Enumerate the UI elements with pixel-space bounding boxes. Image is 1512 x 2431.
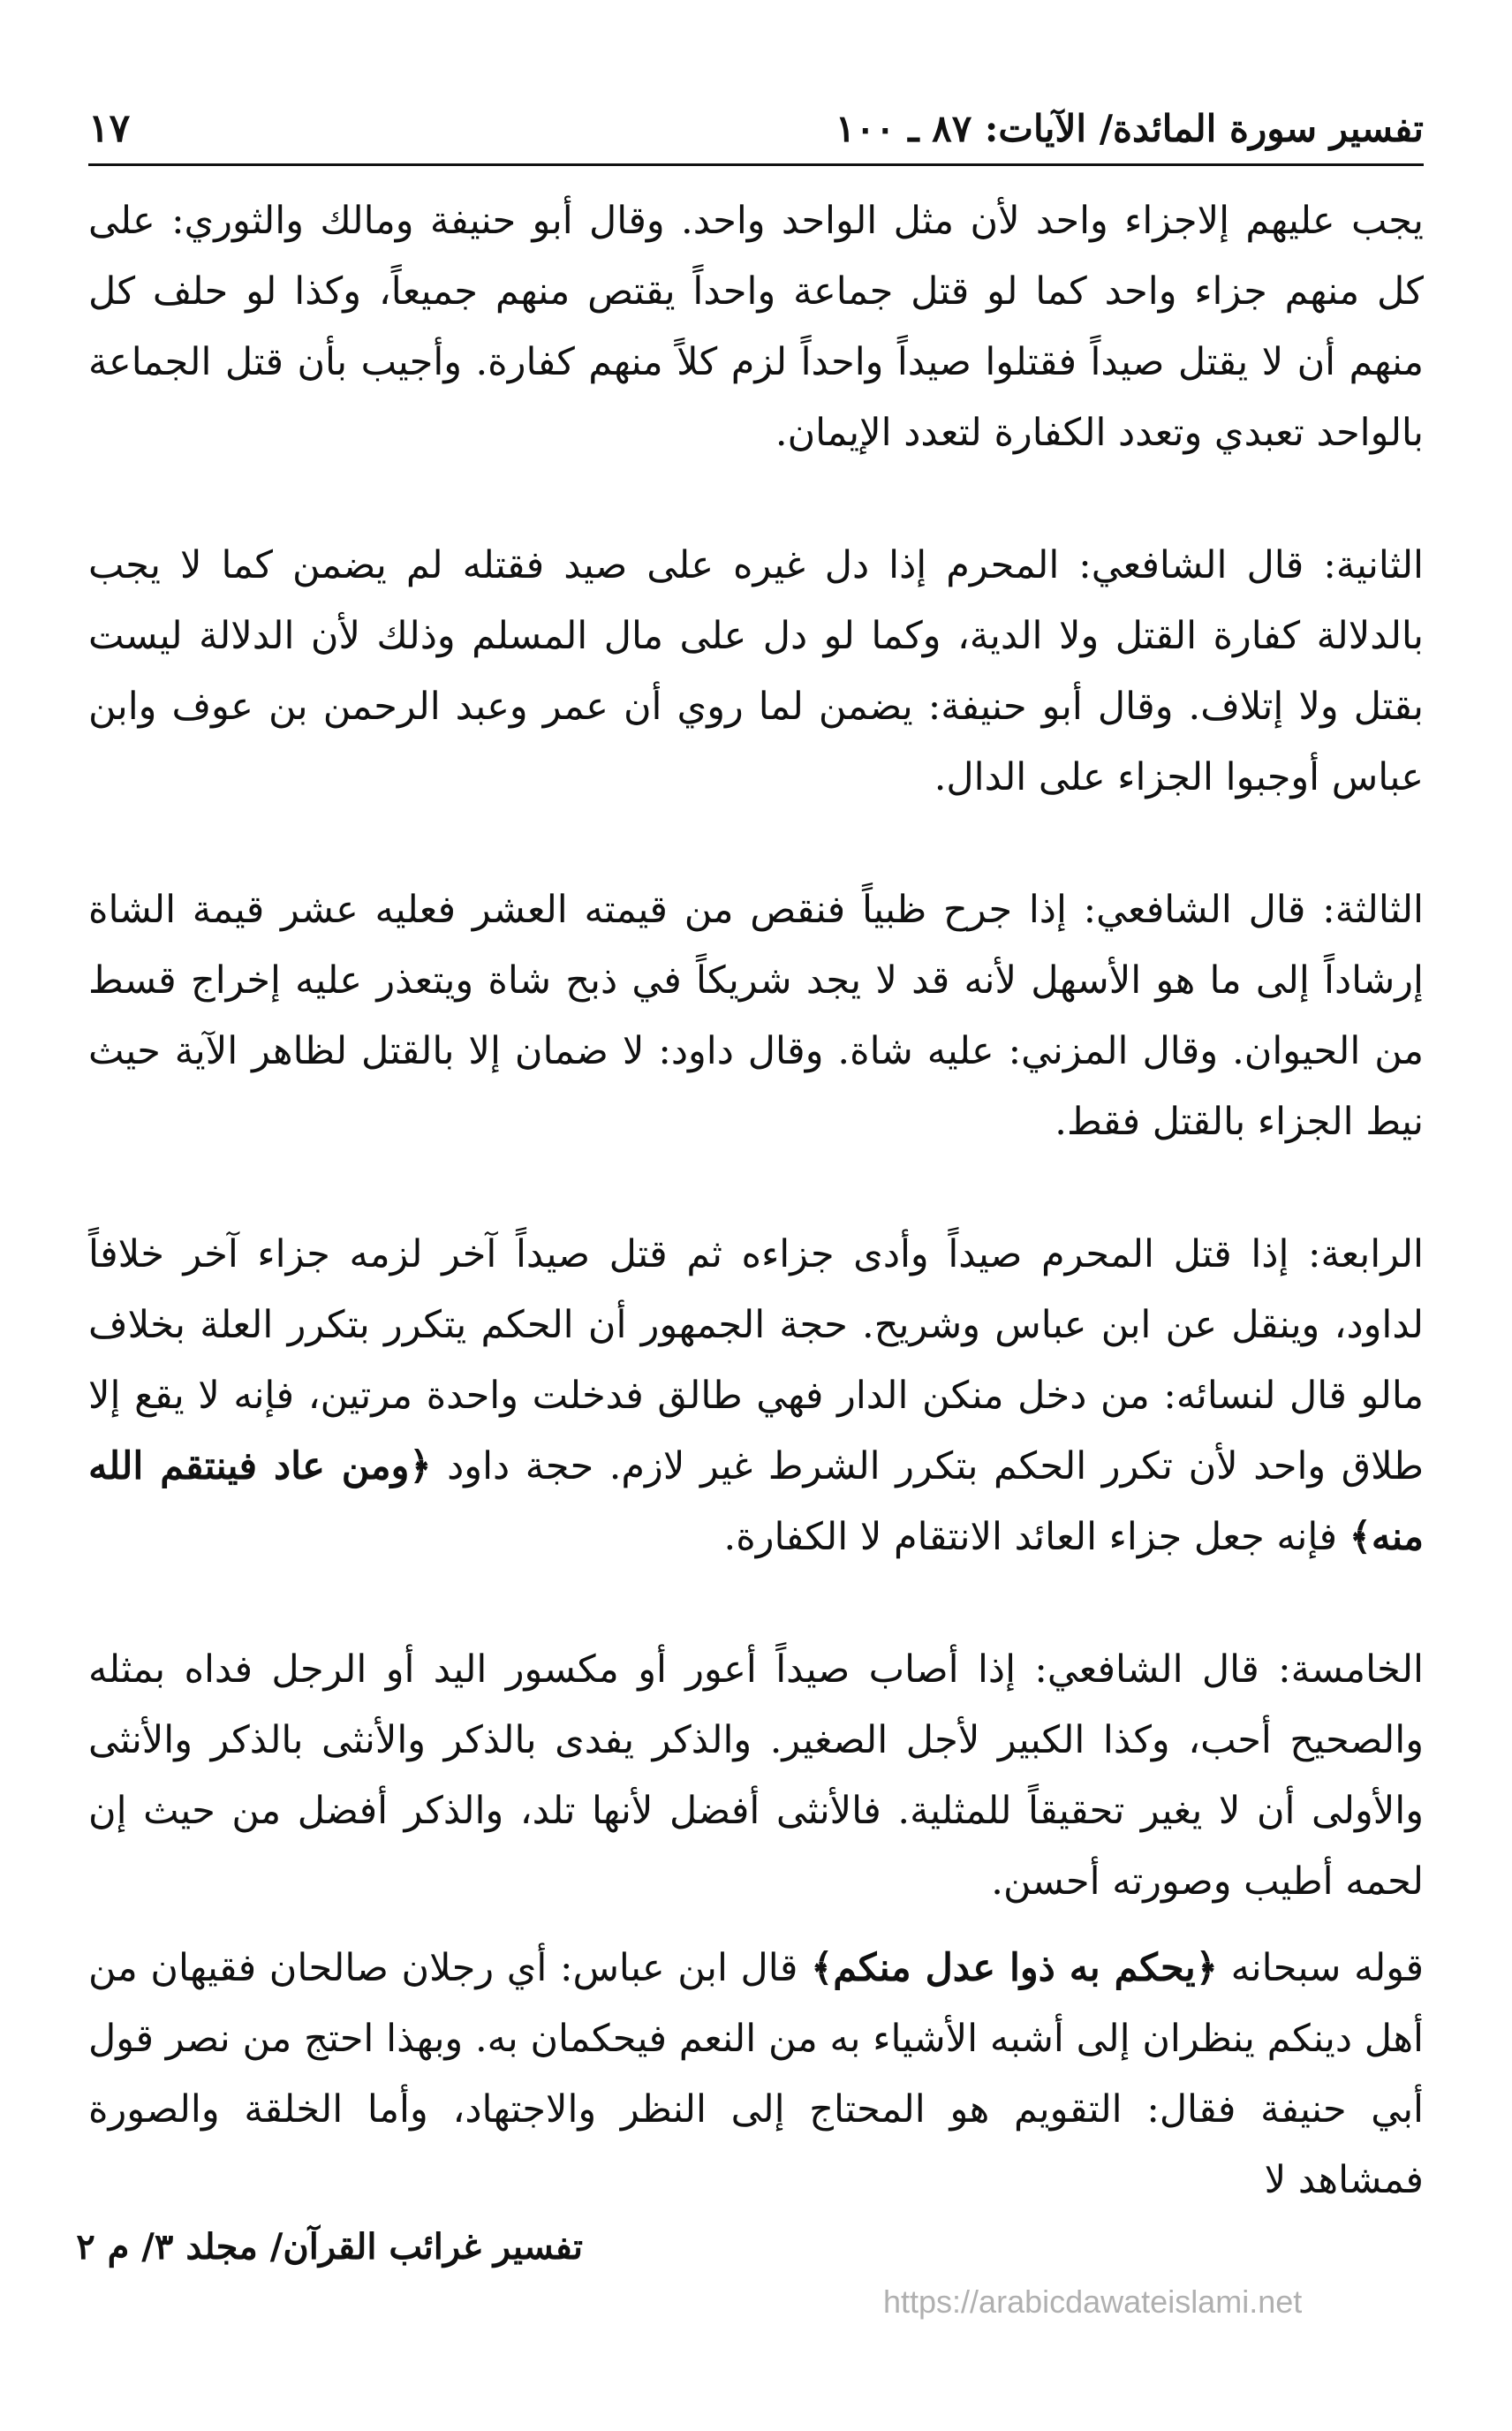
running-header: [88, 93, 1424, 166]
watermark-url: https://arabicdawateislami.net: [883, 2283, 1303, 2320]
quran-verse-quote: ﴿يحكم به ذوا عدل منكم﴾: [811, 1946, 1218, 1990]
paragraph-4-tail: فإنه جعل جزاء العائد الانتقام لا الكفارة.: [723, 1515, 1338, 1559]
page-body: [88, 186, 1424, 2277]
paragraph-6-text: قال ابن عباس: أي رجلان صالحان فقيهان من أهل دينكم ينظران إلى أشبه الأشياء به من النعم فيحكمان به. وبهذا احتج من نصر قول أبي حنيفة فقال: التقويم هو المحتاج إلى النظر والاجتهاد، وأما الخلقة والصورة فمشاهد لا: [88, 1946, 1424, 2202]
paragraph-5-fifth-issue: الخامسة: قال الشافعي: إذا أصاب صيداً أعور أو مكسور اليد أو الرجل فداه بمثله والصحيح أحب، وكذا الكبير لأجل الصغير. والذكر يفدى بالذكر والأنثى بالذكر والأنثى والأولى أن لا يغير تحقيقاً للمثلية. فالأنثى أفضل لأنها تلد، والذكر أفضل من حيث إن لحمه أطيب وصورته أحسن.: [88, 1647, 1424, 1904]
footer-reference: تفسير غرائب القرآن/ مجلد ٣/ م ٢: [76, 2226, 583, 2268]
page-number: ١٧: [88, 105, 131, 151]
paragraph-1: يجب عليهم إلاجزاء واحد لأن مثل الواحد واحد. وقال أبو حنيفة ومالك والثوري: على كل منهم جزاء واحد كما لو قتل جماعة واحداً يقتص منهم جميعاً، وكذا لو حلف كل منهم أن لا يقتل صيداً فقتلوا صيداً واحداً لزم كلاً منهم كفارة. وأجيب بأن قتل الجماعة بالواحد تعبدي وتعدد الكفارة لتعدد الإيمان.: [88, 199, 1424, 455]
paragraph-3-third-issue: الثالثة: قال الشافعي: إذا جرح ظبياً فنقص من قيمته العشر فعليه عشر قيمة الشاة إرشاداً إلى ما هو الأسهل لأنه قد لا يجد شريكاً في ذبح شاة ويتعذر عليه إخراج قسط من الحيوان. وقال المزني: عليه شاة. وقال داود: لا ضمان إلا بالقتل لظاهر الآية حيث نيط الجزاء بالقتل فقط.: [88, 888, 1424, 1144]
quran-verse-quote: ﴿ومن عاد فينتقم الله منه﴾: [88, 1444, 1424, 1559]
running-title: تفسير سورة المائدة/ الآيات: ٨٧ ـ ١٠٠: [835, 106, 1424, 150]
paragraph-4-fourth-issue: [88, 1219, 1424, 1572]
paragraph-2-second-issue: الثانية: قال الشافعي: المحرم إذا دل غيره على صيد فقتله لم يضمن كما لا يجب بالدلالة كفارة القتل ولا الدية، وكما لو دل على مال المسلم وذلك لأن الدلالة ليست بقتل ولا إتلاف. وقال أبو حنيفة: يضمن لما روي أن عمر وعبد الرحمن بن عوف وابن عباس أوجبوا الجزاء على الدال.: [88, 543, 1424, 799]
paragraph-6-commentary: [88, 1933, 1424, 2215]
paragraph-4-text: الرابعة: إذا قتل المحرم صيداً وأدى جزاءه ثم قتل صيداً آخر لزمه جزاء آخر خلافاً لداود، وينقل عن ابن عباس وشريح. حجة الجمهور أن الحكم يتكرر بتكرر العلة بخلاف مالو قال لنسائه: من دخل منكن الدار فهي طالق فدخلت واحدة مرتين، فإنه لا يقع إلا طلاق واحد لأن تكرر الحكم بتكرر الشرط غير لازم. حجة داود: [88, 1232, 1425, 1488]
paragraph-6-prefix: قوله سبحانه: [1230, 1946, 1425, 1990]
